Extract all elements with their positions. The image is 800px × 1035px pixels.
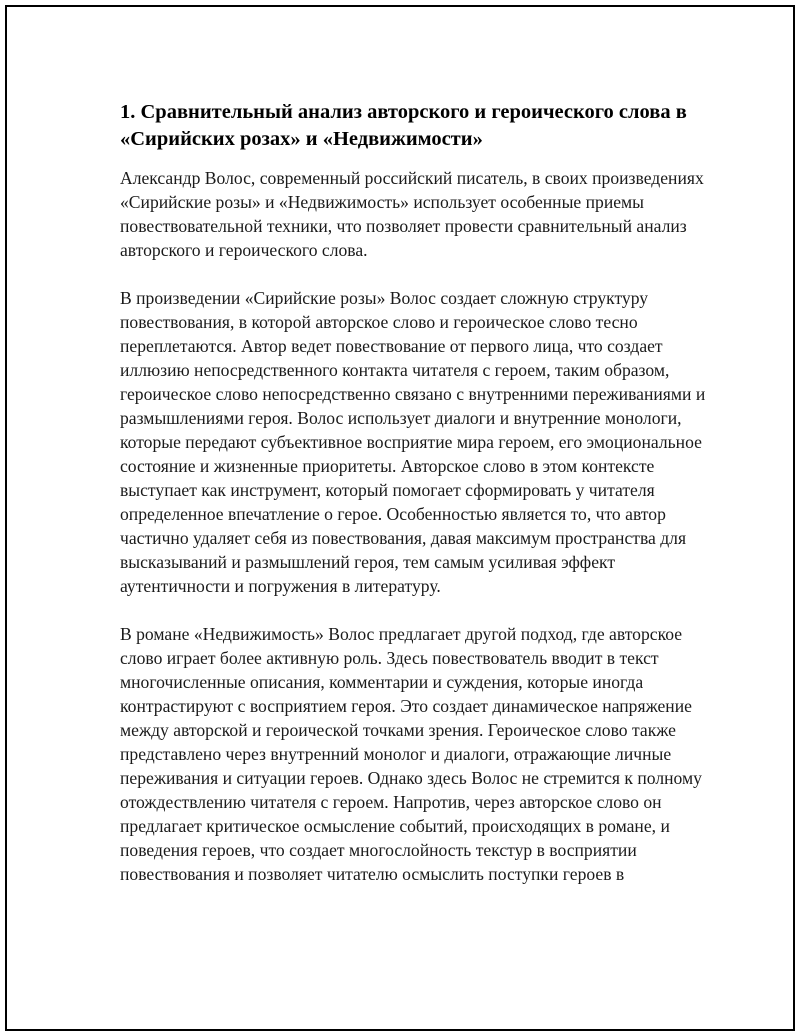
document-page <box>5 5 795 1031</box>
paragraph-syrian-roses: В произведении «Сирийские розы» Волос создает сложную структуру повествования, в которой авторское слово и героическое слово тесно переплетаются. Автор ведет повествование от первого лица, что создает иллюзию непосредственного контакта читателя с героем, таким образом, героическое слово непосредственно связано с внутренними переживаниями и размышлениями героя. Волос использует диалоги и внутренние монологи, которые передают субъективное восприятие мира героем, его эмоциональное состояние и жизненные приоритеты. Авторское слово в этом контексте выступает как инструмент, который помогает сформировать у читателя определенное впечатление о герое. Особенностью является то, что автор частично удаляет себя из повествования, давая максимум пространства для высказываний и размышлений героя, тем самым усиливая эффект аутентичности и погружения в литературу. <box>120 288 706 596</box>
section-heading: 1. Сравнительный анализ авторского и героического слова в «Сирийских розах» и «Недвижимости» <box>120 101 687 150</box>
paragraph-real-estate: В романе «Недвижимость» Волос предлагает другой подход, где авторское слово играет более активную роль. Здесь повествователь вводит в текст многочисленные описания, комментарии и суждения, которые иногда контрастируют с восприятием героя. Это создает динамическое напряжение между авторской и героической точками зрения. Героическое слово также представлено через внутренний монолог и диалоги, отражающие личные переживания и ситуации героев. Однако здесь Волос не стремится к полному отождествлению читателя с героем. Напротив, через авторское слово он предлагает критическое осмысление событий, происходящих в романе, и поведения героев, что создает многослойность текстур в восприятии повествования и позволяет читателю осмыслить поступки героев в <box>120 624 702 884</box>
paragraph-intro: Александр Волос, современный российский писатель, в своих произведениях «Сирийские розы» и «Недвижимость» использует особенные приемы повествовательной техники, что позволяет провести сравнительный анализ авторского и героического слова. <box>120 168 704 260</box>
document-body <box>120 99 710 886</box>
